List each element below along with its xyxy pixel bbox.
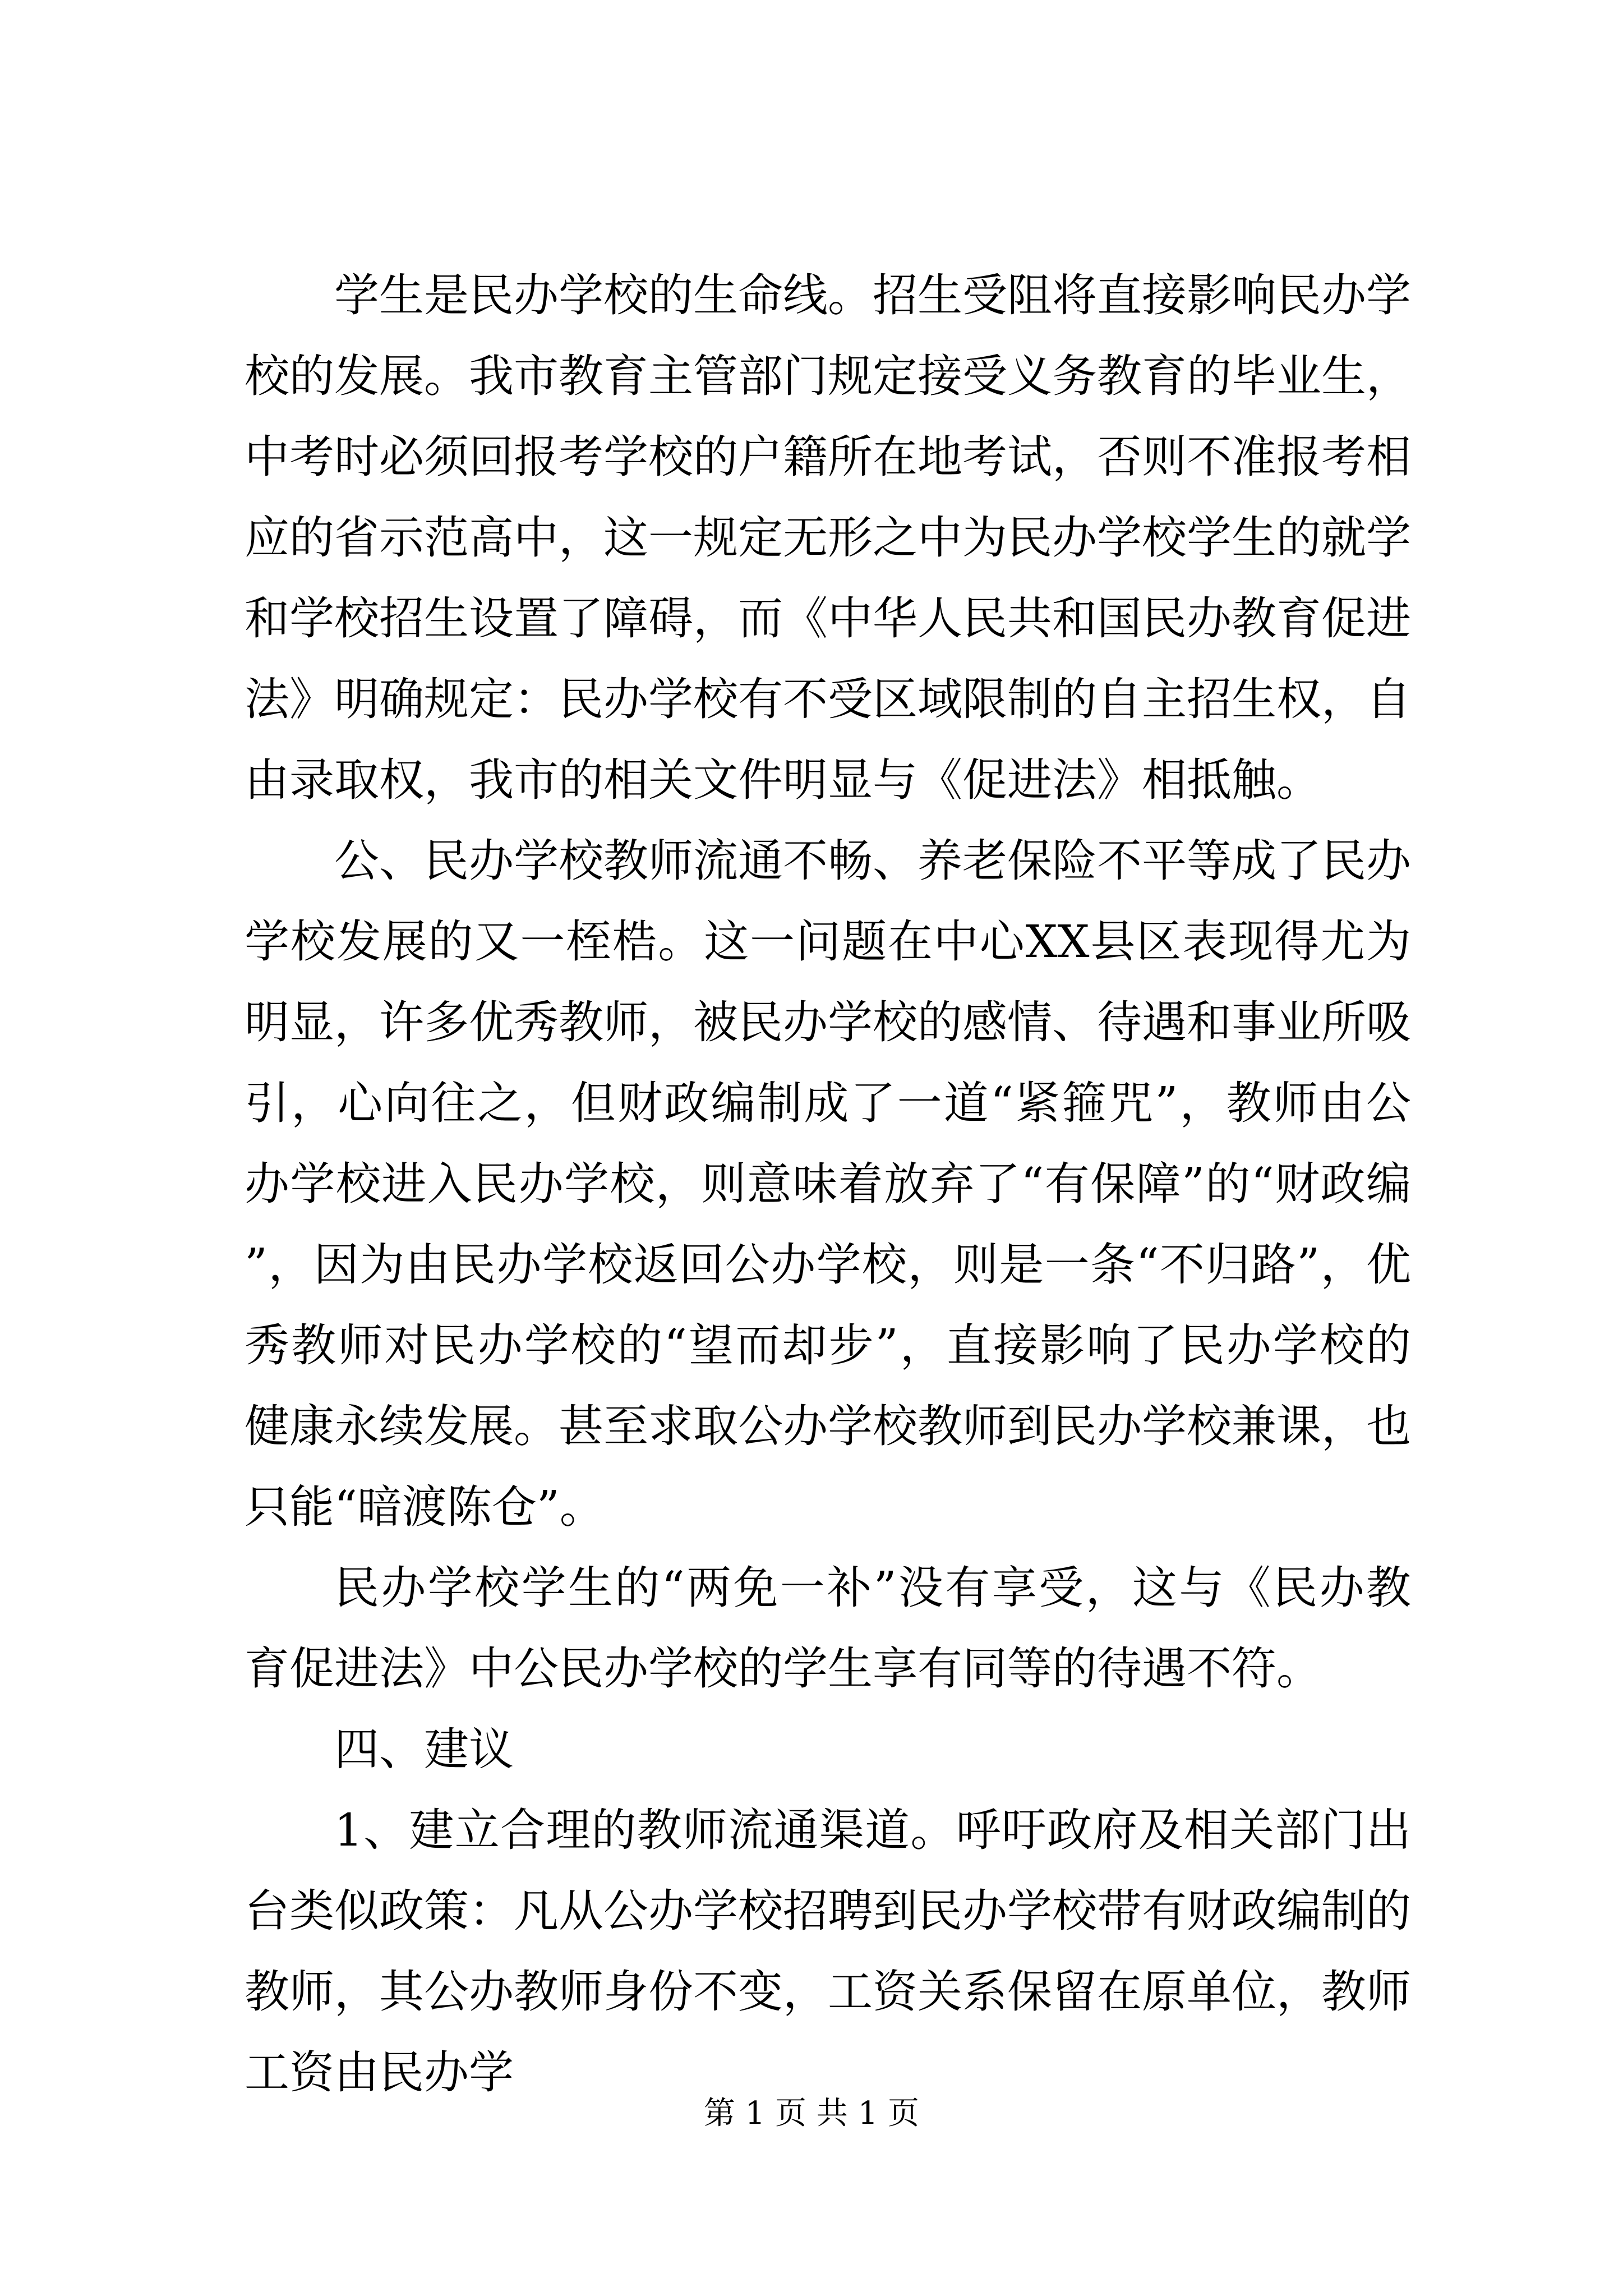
paragraph-enrollment-barrier: 学生是民办学校的生命线。招生受阻将直接影响民办学校的发展。我市教育主管部门规定接受义务教育的毕业生，中考时必须回报考学校的户籍所在地考试，否则不准报考相应的省示范高中，这一规定无形之中为民办学校学生的就学和学校招生设置了障碍，而《中华人民共和国民办教育促进法》明确规定：民办学校有不受区域限制的自主招生权，自由录取权，我市的相关文件明显与《促进法》相抵触。 <box>245 269 1411 806</box>
paragraph-teacher-mobility: 公、民办学校教师流通不畅、养老保险不平等成了民办学校发展的又一桎梏。这一问题在中心XX县区表现得尤为明显，许多优秀教师，被民办学校的感情、待遇和事业所吸引，心向往之，但财政编制成了一道“紧箍咒”，教师由公办学校进入民办学校，则意味着放弃了“有保障”的“财政编”，因为由民办学校返回公办学校，则是一条“不归路”，优秀教师对民办学校的“望而却步”，直接影响了民办学校的健康永续发展。甚至求取公办学校教师到民办学校兼课，也只能“暗渡陈仓”。 <box>245 835 1411 1533</box>
page-number-footer: 第 1 页 共 1 页 <box>703 2095 920 2132</box>
section-heading-suggestions: 四、建议 <box>334 1723 514 1775</box>
paragraph-student-subsidy: 民办学校学生的“两免一补”没有享受，这与《民办教育促进法》中公民办学校的学生享有同等的待遇不符。 <box>245 1562 1411 1695</box>
document-body <box>245 255 1411 2113</box>
paragraph-suggestion-1: 1、建立合理的教师流通渠道。呼吁政府及相关部门出台类似政策：凡从公办学校招聘到民办学校带有财政编制的教师，其公办教师身份不变，工资关系保留在原单位，教师工资由民办学 <box>245 1804 1411 2099</box>
